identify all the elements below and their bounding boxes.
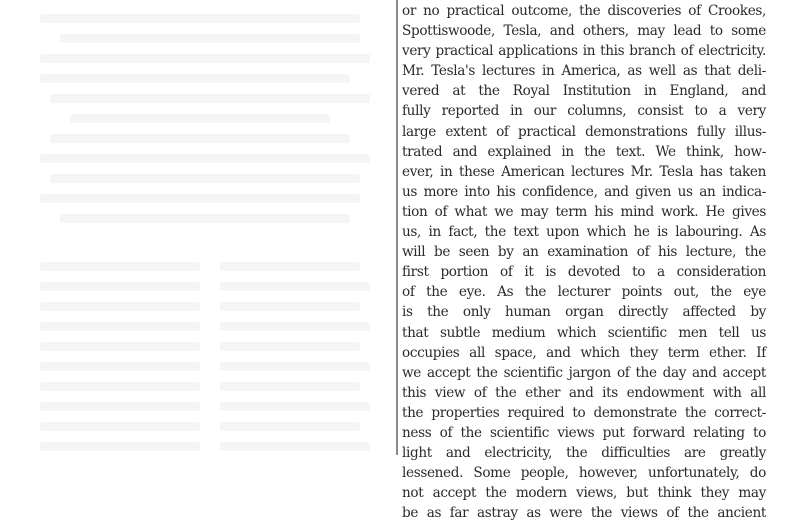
text-line: this view of the ether and its endowment with all — [402, 384, 766, 401]
column-rule — [396, 0, 398, 455]
text-line: very practical applications in this branch of electricity. — [402, 43, 766, 60]
text-line: not accept the modern views, but think they may — [402, 485, 766, 502]
text-line: trated and explained in the text. We think, how- — [402, 143, 766, 160]
text-line: will be seen by an examination of his lecture, the — [402, 244, 766, 261]
text-line: the properties required to demonstrate the correct- — [402, 404, 766, 421]
text-line: Mr. Tesla's lectures in America, as well as that deli- — [402, 63, 766, 80]
text-line: us more into his confidence, and given us an indica- — [402, 183, 766, 200]
text-line: lessened. Some people, however, unfortunately, do — [402, 465, 766, 482]
text-line: or no practical outcome, the discoveries of Crookes, — [402, 3, 766, 19]
text-line: us, in fact, the text upon which he is labouring. As — [402, 224, 766, 241]
text-line: of the eye. As the lecturer points out, the eye — [402, 284, 766, 301]
text-line: light and electricity, the difficulties are greatly — [402, 445, 766, 462]
text-line: tion of what we may term his mind work. He gives — [402, 203, 766, 220]
text-line: ever, in these American lectures Mr. Tesla has taken — [402, 163, 766, 180]
text-column — [402, 1, 766, 523]
text-line: that subtle medium which scientific men tell us — [402, 324, 766, 341]
text-line: fully reported in our columns, consist to a very — [402, 103, 766, 120]
text-line: is the only human organ directly affected by — [402, 304, 766, 321]
text-line: we accept the scientific jargon of the day and accept — [402, 364, 766, 381]
text-line: vered at the Royal Institution in England, and — [402, 83, 766, 100]
text-line: first portion of it is devoted to a consideration — [402, 264, 766, 281]
text-line: occupies all space, and which they term ether. If — [402, 344, 766, 361]
text-line: Spottiswoode, Tesla, and others, may lead to some — [402, 23, 766, 40]
text-line: be as far astray as were the views of the ancient — [402, 505, 766, 522]
bleed-through-region — [30, 0, 385, 455]
text-line: large extent of practical demonstrations fully illus- — [402, 123, 766, 140]
text-line: ness of the scientific views put forward relating to — [402, 424, 766, 441]
